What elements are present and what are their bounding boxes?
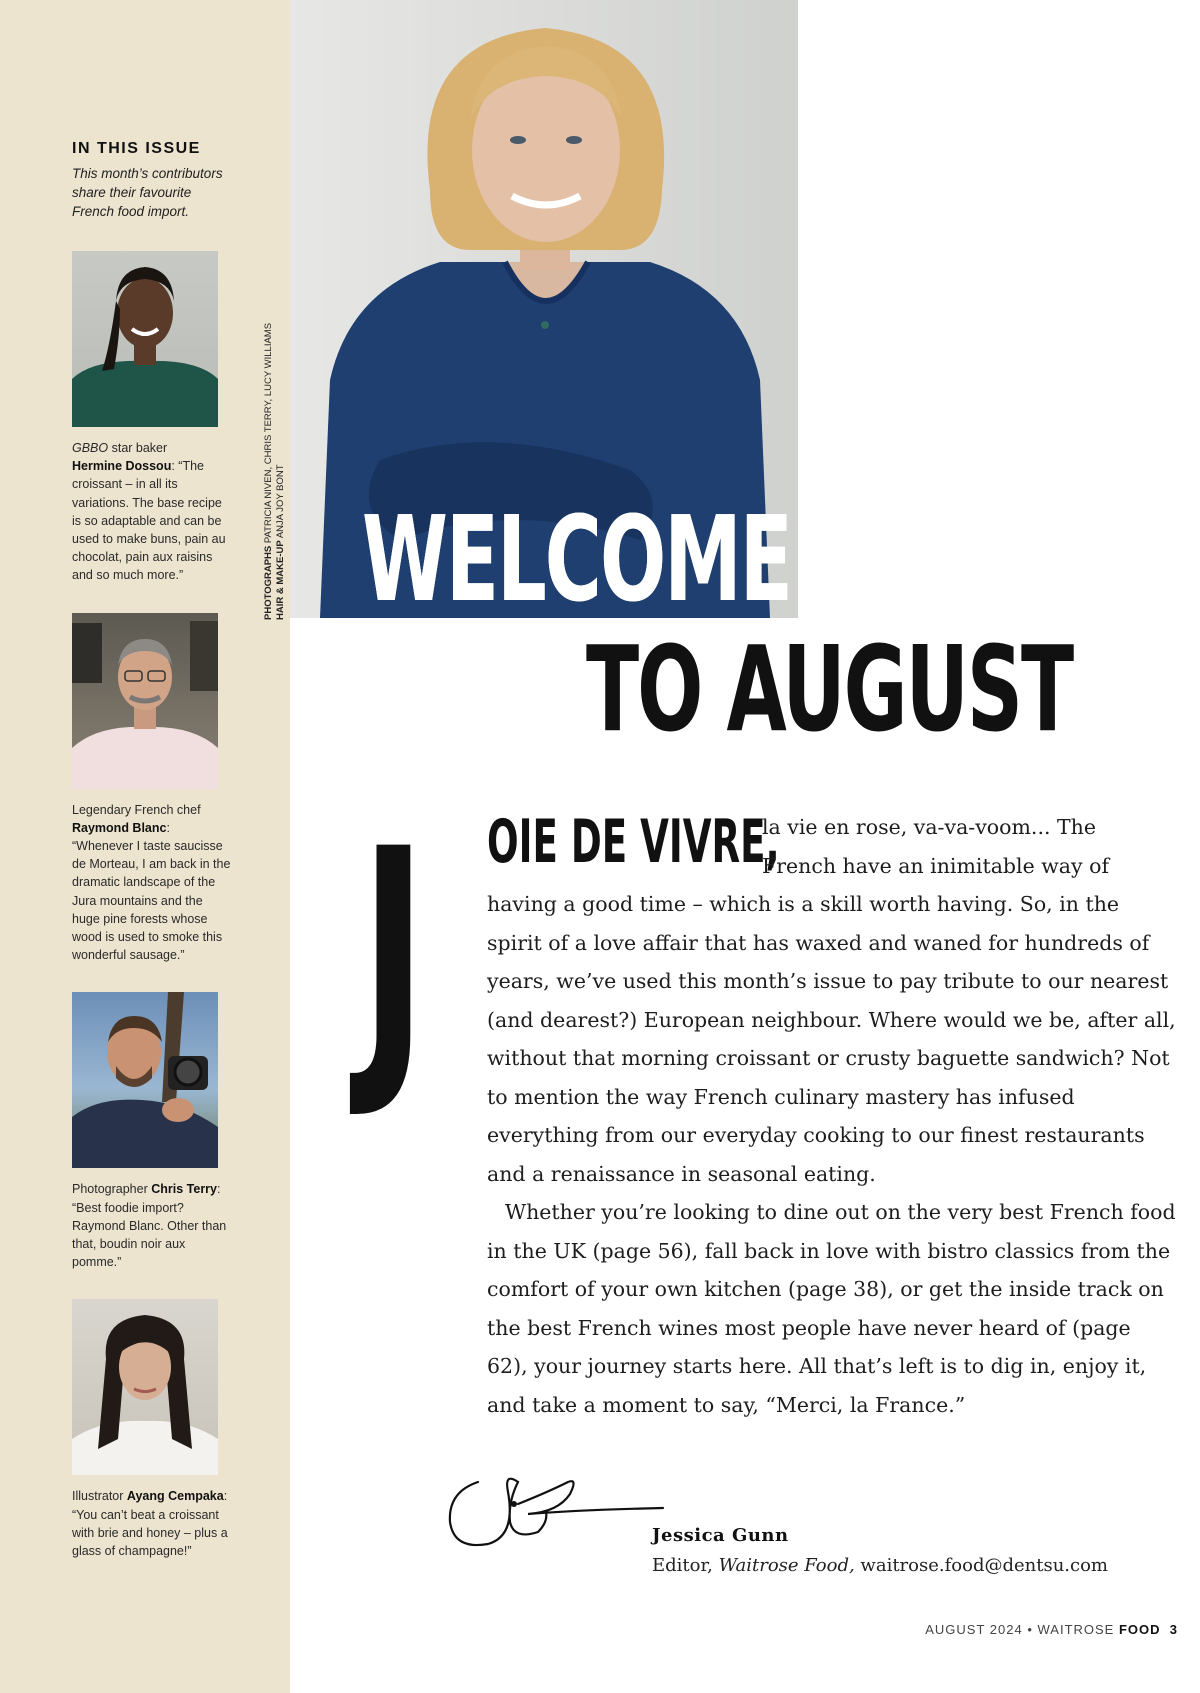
article-paragraph: la vie en rose, va-va-voom... The French have an inimitable way of having a good time – which is a skill worth having. So, in the spirit of a love affair that has waxed and waned for hundreds of years, we’ve used this month’s issue to pay tribute to our nearest (and dearest?) European neighbour. Where would we be, after all, without that morning croissant or crusty baguette sandwich? Not to mention the way French culinary mastery has infused everything from our everyday cooking to our finest restaurants and a renaissance in seasonal eating.: [487, 815, 1176, 1186]
contributor-photo: [72, 1299, 218, 1475]
photo-credit: PHOTOGRAPHS PATRICIA NIVEN, CHRIS TERRY, LUCY WILLIAMS HAIR & MAKE-UP ANJA JOY BONT: [263, 322, 286, 620]
title-line-1: WELCOME: [362, 490, 791, 628]
sidebar-heading: IN THIS ISSUE: [72, 140, 201, 157]
contributor-card: [72, 992, 232, 1271]
contributor-photo: [72, 992, 218, 1168]
contributor-photo: [72, 251, 218, 427]
contributor-name: Raymond Blanc: [72, 820, 167, 835]
article-paragraph: Whether you’re looking to dine out on the very best French food in the UK (page 56), fall back in love with bistro classics from the comfort of your own kitchen (page 38), or get the inside track on the best French wines most people have never heard of (page 62), your journey starts here. All that’s left is to dig in, enjoy it, and take a moment to say, “Merci, la France.”: [487, 1200, 1176, 1417]
contributor-text: Legendary French chef Raymond Blanc: “Whenever I taste saucisse de Morteau, I am back in the dramatic landscape of the Jura mountains and the huge pine forests whose wood is used to smoke this wonderful sausage.”: [72, 802, 231, 963]
title-line-2: TO AUGUST: [586, 620, 1073, 758]
contributor-name: Chris Terry: [151, 1182, 217, 1197]
editor-email: waitrose.food@dentsu.com: [854, 1555, 1109, 1576]
contributor-card: [72, 1299, 232, 1560]
sidebar-intro: This month’s contributors share their favourite French food import.: [72, 166, 223, 219]
contributor-text: Illustrator Ayang Cempaka: “You can’t beat a croissant with brie and honey – plus a glass of champagne!”: [72, 1489, 228, 1559]
contributor-name: Ayang Cempaka: [126, 1489, 224, 1504]
contributors-panel: [72, 140, 232, 1588]
drop-cap: J: [360, 788, 427, 1125]
editor-name: Jessica Gunn: [652, 1525, 789, 1546]
contributors-sidebar: [0, 0, 290, 1693]
editor-role: Editor, Waitrose Food, waitrose.food@dentsu.com: [652, 1555, 1109, 1576]
lead-in: OIE DE VIVRE,: [487, 807, 780, 877]
editor-signature: [448, 1452, 668, 1552]
contributor-text: Photographer Chris Terry: “Best foodie import? Raymond Blanc. Other than that, boudin noir aux pomme.”: [72, 1182, 227, 1270]
page-number: 3: [1169, 1622, 1178, 1637]
contributor-card: [72, 251, 232, 585]
contributor-name: Hermine Dossou: [72, 459, 172, 474]
page-footer: AUGUST 2024 • WAITROSE FOOD 3: [925, 1622, 1178, 1637]
contributor-text: GBBO star baker Hermine Dossou: “The croissant – in all its variations. The base recipe is so adaptable and can be used to make buns, pain au chocolat, pain aux raisins and so much more.”: [72, 441, 226, 583]
contributor-photo: [72, 613, 218, 789]
contributor-card: [72, 613, 232, 965]
